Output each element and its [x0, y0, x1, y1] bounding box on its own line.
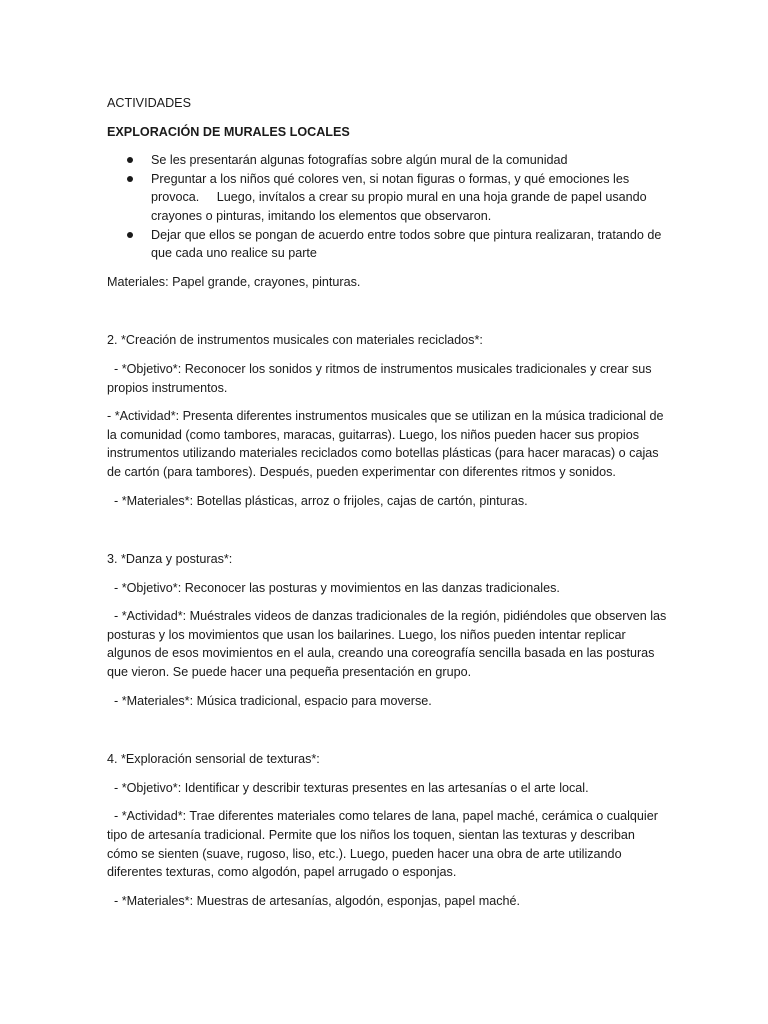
list-item-text: Preguntar a los niños qué colores ven, si notan figuras o formas, y qué emociones les provoca. Luego, invítalos a crear su propio mural en una hoja grande de papel usando crayones o pinturas, imitando los elementos que observaron.	[151, 171, 651, 223]
section2-actividad: - *Actividad*: Presenta diferentes instrumentos musicales que se utilizan en la música tradicional de la comunidad (como tambores, maracas, guitarras). Luego, los niños pueden hacer sus propios instrumentos utilizando materiales reciclados como botellas plásticas (para hacer maracas) o cajas de cartón (para tambores). Después, pueden experimentar con diferentes ritmos y sonidos.	[107, 409, 664, 479]
section4-actividad: - *Actividad*: Trae diferentes materiales como telares de lana, papel maché, cerámica o cualquier tipo de artesanía tradicional. Permite que los niños los toquen, sientan las texturas y describan cómo se sienten (suave, rugoso, liso, etc.). Luego, pueden hacer una obra de arte utilizando diferentes texturas, como algodón, papel arrugado o esponjas.	[107, 809, 662, 880]
section1-materials: Materiales: Papel grande, crayones, pinturas.	[107, 274, 361, 289]
section3-objetivo: - *Objetivo*: Reconocer las posturas y movimientos en las danzas tradicionales.	[107, 580, 560, 595]
section3-materiales: - *Materiales*: Música tradicional, espacio para moverse.	[107, 693, 432, 708]
document-heading: ACTIVIDADES	[107, 96, 191, 110]
list-item	[107, 170, 668, 226]
section2-objetivo: - *Objetivo*: Reconocer los sonidos y ritmos de instrumentos musicales tradicionales y crear sus propios instrumentos.	[107, 361, 656, 395]
section4-objetivo: - *Objetivo*: Identificar y describir texturas presentes en las artesanías o el arte local.	[107, 780, 589, 795]
list-item-text: Se les presentarán algunas fotografías sobre algún mural de la comunidad	[151, 153, 568, 168]
section3-actividad: - *Actividad*: Muéstrales videos de danzas tradicionales de la región, pidiéndoles que observen las posturas y los movimientos que usan los bailarines. Luego, los niños pueden intentar replicar algunos de esos movimientos en el aula, creando una coreografía sencilla basada en las posturas que vieron. Se puede hacer una pequeña presentación en grupo.	[107, 609, 670, 680]
section4-materiales: - *Materiales*: Muestras de artesanías, algodón, esponjas, papel maché.	[107, 893, 521, 908]
section2-title: 2. *Creación de instrumentos musicales con materiales reciclados*:	[107, 333, 483, 348]
bullet-icon	[127, 232, 133, 238]
bullet-icon	[127, 176, 133, 182]
section1-bullet-list	[107, 151, 668, 263]
list-item-text: Dejar que ellos se pongan de acuerdo entre todos sobre que pintura realizaran, tratando de que cada uno realice su parte	[151, 227, 662, 261]
section3-title: 3. *Danza y posturas*:	[107, 552, 233, 567]
list-item	[107, 151, 668, 170]
section4-title: 4. *Exploración sensorial de texturas*:	[107, 752, 320, 767]
list-item	[107, 226, 668, 263]
bullet-icon	[127, 157, 133, 163]
section1-title: EXPLORACIÓN DE MURALES LOCALES	[107, 124, 350, 139]
section2-materiales: - *Materiales*: Botellas plásticas, arroz o frijoles, cajas de cartón, pinturas.	[107, 493, 528, 508]
